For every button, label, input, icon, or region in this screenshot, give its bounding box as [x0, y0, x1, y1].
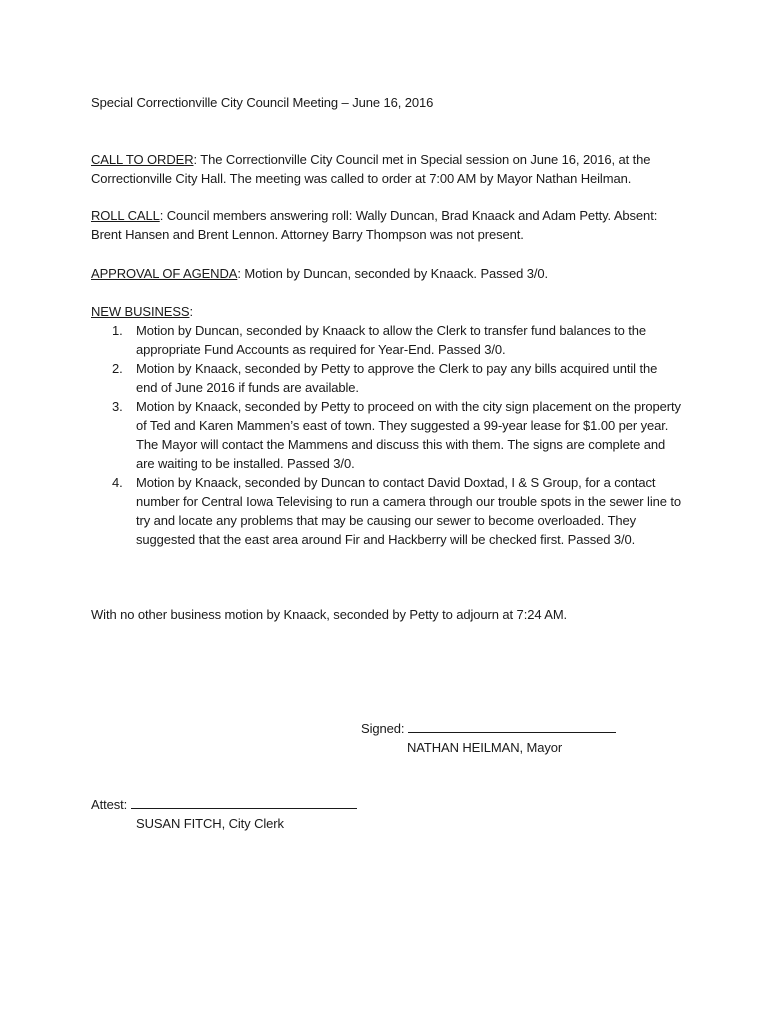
signature-line: [408, 720, 616, 733]
list-item-text: Motion by Duncan, seconded by Knaack to allow the Clerk to transfer fund balances to the appropriate Fund Accounts as required for Year-End. Passed 3/0.: [136, 323, 647, 357]
attest-label: Attest:: [91, 797, 128, 812]
list-item: [112, 321, 682, 359]
list-item: [112, 397, 682, 473]
approval-paragraph: [91, 264, 691, 283]
list-item-text: Motion by Knaack, seconded by Petty to proceed on with the city sign placement on the property of Ted and Karen Mammen’s east of town. They suggested a 99-year lease for $1.00 per year. The Mayor will contact the Mammens and discuss this with them. The signs are complete and are waiting to be installed. Passed 3/0.: [136, 399, 681, 471]
roll-call-text: : Council members answering roll: Wally Duncan, Brad Knaack and Adam Petty. Absent: Brent Hansen and Brent Lennon. Attorney Barry Thompson was not present.: [91, 208, 658, 242]
list-item-number: 3.: [112, 399, 123, 414]
signed-label: Signed:: [361, 721, 405, 736]
new-business-heading-line: [91, 302, 691, 321]
clerk-name: SUSAN FITCH, City Clerk: [136, 816, 284, 831]
mayor-name: NATHAN HEILMAN, Mayor: [407, 740, 563, 755]
attest-line: [91, 795, 357, 814]
roll-call-heading: ROLL CALL: [91, 208, 160, 223]
list-item-number: 4.: [112, 475, 123, 490]
list-item: [112, 359, 682, 397]
list-item-text: Motion by Knaack, seconded by Petty to approve the Clerk to pay any bills acquired until the end of June 2016 if funds are available.: [136, 361, 658, 395]
document-title: Special Correctionville City Council Meeting – June 16, 2016: [91, 95, 434, 110]
call-to-order-heading: CALL TO ORDER: [91, 152, 194, 167]
approval-text: : Motion by Duncan, seconded by Knaack. Passed 3/0.: [237, 266, 549, 281]
call-to-order-text: : The Correctionville City Council met in Special session on June 16, 2016, at the Correctionville City Hall. The meeting was called to order at 7:00 AM by Mayor Nathan Heilman.: [91, 152, 651, 186]
list-item-text: Motion by Knaack, seconded by Duncan to contact David Doxtad, I & S Group, for a contact number for Central Iowa Televising to run a camera through our trouble spots in the sewer line to try and locate any problems that may be causing our sewer to become overloaded. They suggested that the east area around Fir and Hackberry will be checked first. Passed 3/0.: [136, 475, 682, 547]
new-business-colon: :: [189, 304, 193, 319]
attest-signature-line: [131, 796, 357, 809]
adjourn-statement: With no other business motion by Knaack, seconded by Petty to adjourn at 7:24 AM.: [91, 607, 568, 622]
list-item: [112, 473, 682, 549]
new-business-heading: NEW BUSINESS: [91, 304, 190, 319]
call-to-order-paragraph: [91, 150, 691, 188]
list-item-number: 2.: [112, 361, 123, 376]
approval-heading: APPROVAL OF AGENDA: [91, 266, 238, 281]
roll-call-paragraph: [91, 206, 691, 244]
list-item-number: 1.: [112, 323, 123, 338]
signed-line: [361, 719, 616, 738]
